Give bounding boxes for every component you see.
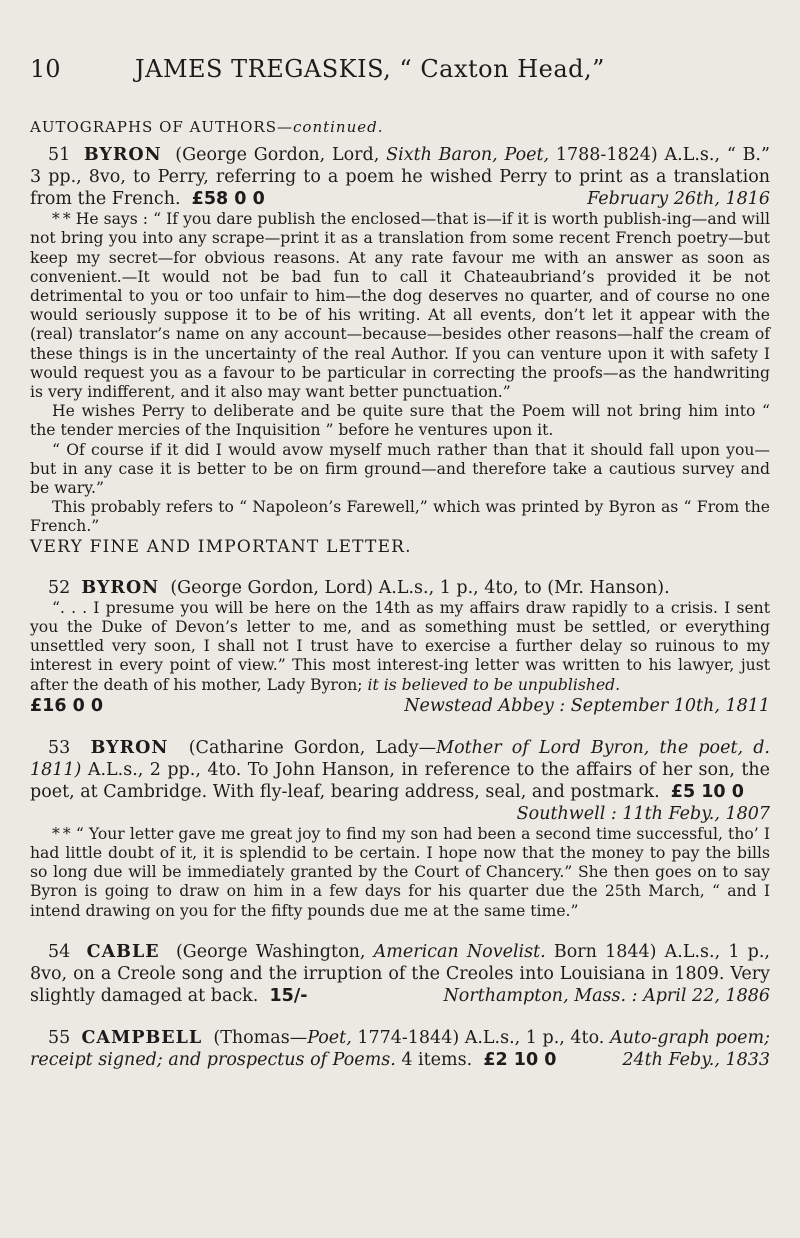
author-name: CABLE <box>86 941 160 962</box>
section-title: AUTOGRAPHS OF AUTHORS—continued. <box>30 118 384 136</box>
author-name: CAMPBELL <box>81 1027 203 1048</box>
entry-note: He wishes Perry to deliberate and be quite sure that the Poem will not bring him into “ the tender mercies of the Inquisition ” before he ventures upon it. <box>30 402 770 440</box>
section-continued: continued. <box>293 118 384 136</box>
entry-description-italic: Sixth Baron, Poet, <box>386 145 550 166</box>
entry-description-rest: 1788-1824) A.L.s., “ B.” 3 pp., 8vo, to Perry, referring to a poem he wished Perry to print as a translation from the French. <box>30 145 770 210</box>
price: £2 10 0 <box>483 1049 557 1070</box>
date-place: Newstead Abbey : September 10th, 1811 <box>404 695 770 716</box>
price-line <box>30 695 770 717</box>
date-place: February 26th, 1816 <box>587 189 770 210</box>
author-name: BYRON <box>90 737 169 758</box>
running-title: JAMES TREGASKIS, “ Caxton Head,” <box>135 55 605 83</box>
page-content <box>30 118 770 1091</box>
entry-heading <box>30 144 770 210</box>
page-number: 10 <box>30 55 61 83</box>
date-place: Southwell : 11th Feby., 1807 <box>516 803 770 824</box>
entry-description-rest: A.L.s., 2 pp., 4to. To John Hanson, in reference to the affairs of her son, the poet, at Cambridge. With fly-leaf, bearing address, seal, and postmark. <box>30 759 770 802</box>
lot-number: 53 <box>48 737 71 758</box>
entry-description: (Catharine Gordon, Lady— <box>188 737 437 758</box>
entry-description-italic: Poet, <box>307 1027 352 1048</box>
price: £5 10 0 <box>670 781 744 802</box>
catalogue-entry-53 <box>30 737 770 921</box>
entry-heading <box>30 577 770 599</box>
highlight-line: VERY FINE AND IMPORTANT LETTER. <box>30 536 412 557</box>
price: 15/- <box>269 985 308 1006</box>
entry-description-rest-2: 4 items. <box>401 1049 473 1070</box>
entry-description-rest: 1774-1844) A.L.s., 1 p., 4to. <box>357 1027 605 1048</box>
price: £16 0 0 <box>30 695 104 716</box>
entry-description-italic-2: Auto-graph poem; receipt signed; and prospectus of Poems. <box>30 1027 770 1070</box>
date-place: Northampton, Mass. : April 22, 1886 <box>443 985 770 1006</box>
letter-quote: * * He says : “ If you dare publish the enclosed—that is—if it is worth publish-ing—and will not bring you into any scrape—print it as a translation from some recent French poetry—but keep my secret—for obvious reasons. At any rate favour me with an answer as soon as convenient.—It would not be bad fun to call it Chateaubriand’s provided it be not detrimental to you or too unfair to him—the dog deserves no quarter, and of course no one would seriously suppose it to be of his writing. At all events, don’t let it appear with the (real) translator’s name on any account—because—besides other reasons—half the cream of these things is in the uncertainty of the real Author. If you can venture upon it with safety I would request you as a favour to be particular in correcting the proofs—as the handwriting is very indifferent, and it also may want better punctuation.” <box>30 210 770 402</box>
lot-number: 55 <box>48 1027 71 1048</box>
catalogue-entry-52 <box>30 577 770 717</box>
entry-description-italic: American Novelist. <box>373 941 546 962</box>
lot-number: 51 <box>48 145 71 166</box>
price: £58 0 0 <box>191 189 265 210</box>
entry-description: (Thomas— <box>213 1027 308 1048</box>
author-name: BYRON <box>83 145 162 166</box>
entry-heading <box>30 1027 770 1071</box>
page-header <box>30 55 770 85</box>
lot-number: 52 <box>48 577 71 598</box>
letter-quote: “ Of course if it did I would avow myself much rather than that it should fall upon you—but in any case it is better to be on firm ground—and therefore take a cautious survey and be wary.” <box>30 440 770 498</box>
entry-note-italic: it is believed to be unpublished. <box>367 675 621 694</box>
date-place: 24th Feby., 1833 <box>622 1049 770 1070</box>
entry-description-italic: Mother of Lord Byron, the poet, d. 1811) <box>30 737 770 780</box>
author-name: BYRON <box>81 577 160 598</box>
lot-number: 54 <box>48 941 71 962</box>
entry-description: (George Gordon, Lord, <box>175 145 380 166</box>
catalogue-entry-54 <box>30 941 770 1007</box>
entry-heading <box>30 941 770 1007</box>
catalogue-entry-55 <box>30 1027 770 1071</box>
letter-quote: “. . . I presume you will be here on the 14th as my affairs draw rapidly to a crisis. I sent you the Duke of Devon’s letter to me, and as something must be settled, or everything unsettled very soon, I shall not I trust have to exercise a further delay so ruinous to my interest in every point of view.” This most interest-ing letter was written to his lawyer, just after the death of his mother, Lady Byron; it is believed to be unpublished. <box>30 598 770 694</box>
entry-description-rest: Born 1844) A.L.s., 1 p., 8vo, on a Creole song and the irruption of the Creoles into Louisiana in 1809. Very slightly damaged at back. <box>30 941 770 1006</box>
entry-note: This probably refers to “ Napoleon’s Farewell,” which was printed by Byron as “ From the French.” <box>30 498 770 536</box>
entry-heading <box>30 737 770 824</box>
entry-description: (George Gordon, Lord) A.L.s., 1 p., 4to, to (Mr. Hanson). <box>170 577 670 598</box>
entry-description: (George Washington, <box>175 941 366 962</box>
catalogue-entry-51 <box>30 144 770 557</box>
letter-quote: * * “ Your letter gave me great joy to find my son had been a second time successful, tho’ I had little doubt of it, it is splendid to be certain. I hope now that the money to pay the bills so long due will be immediately granted by the Court of Chancery.” She then goes on to say Byron is going to draw on him in a few days for his quarter due the 25th March, “ and I intend drawing on you for the fifty pounds due me at the same time.” <box>30 824 770 920</box>
